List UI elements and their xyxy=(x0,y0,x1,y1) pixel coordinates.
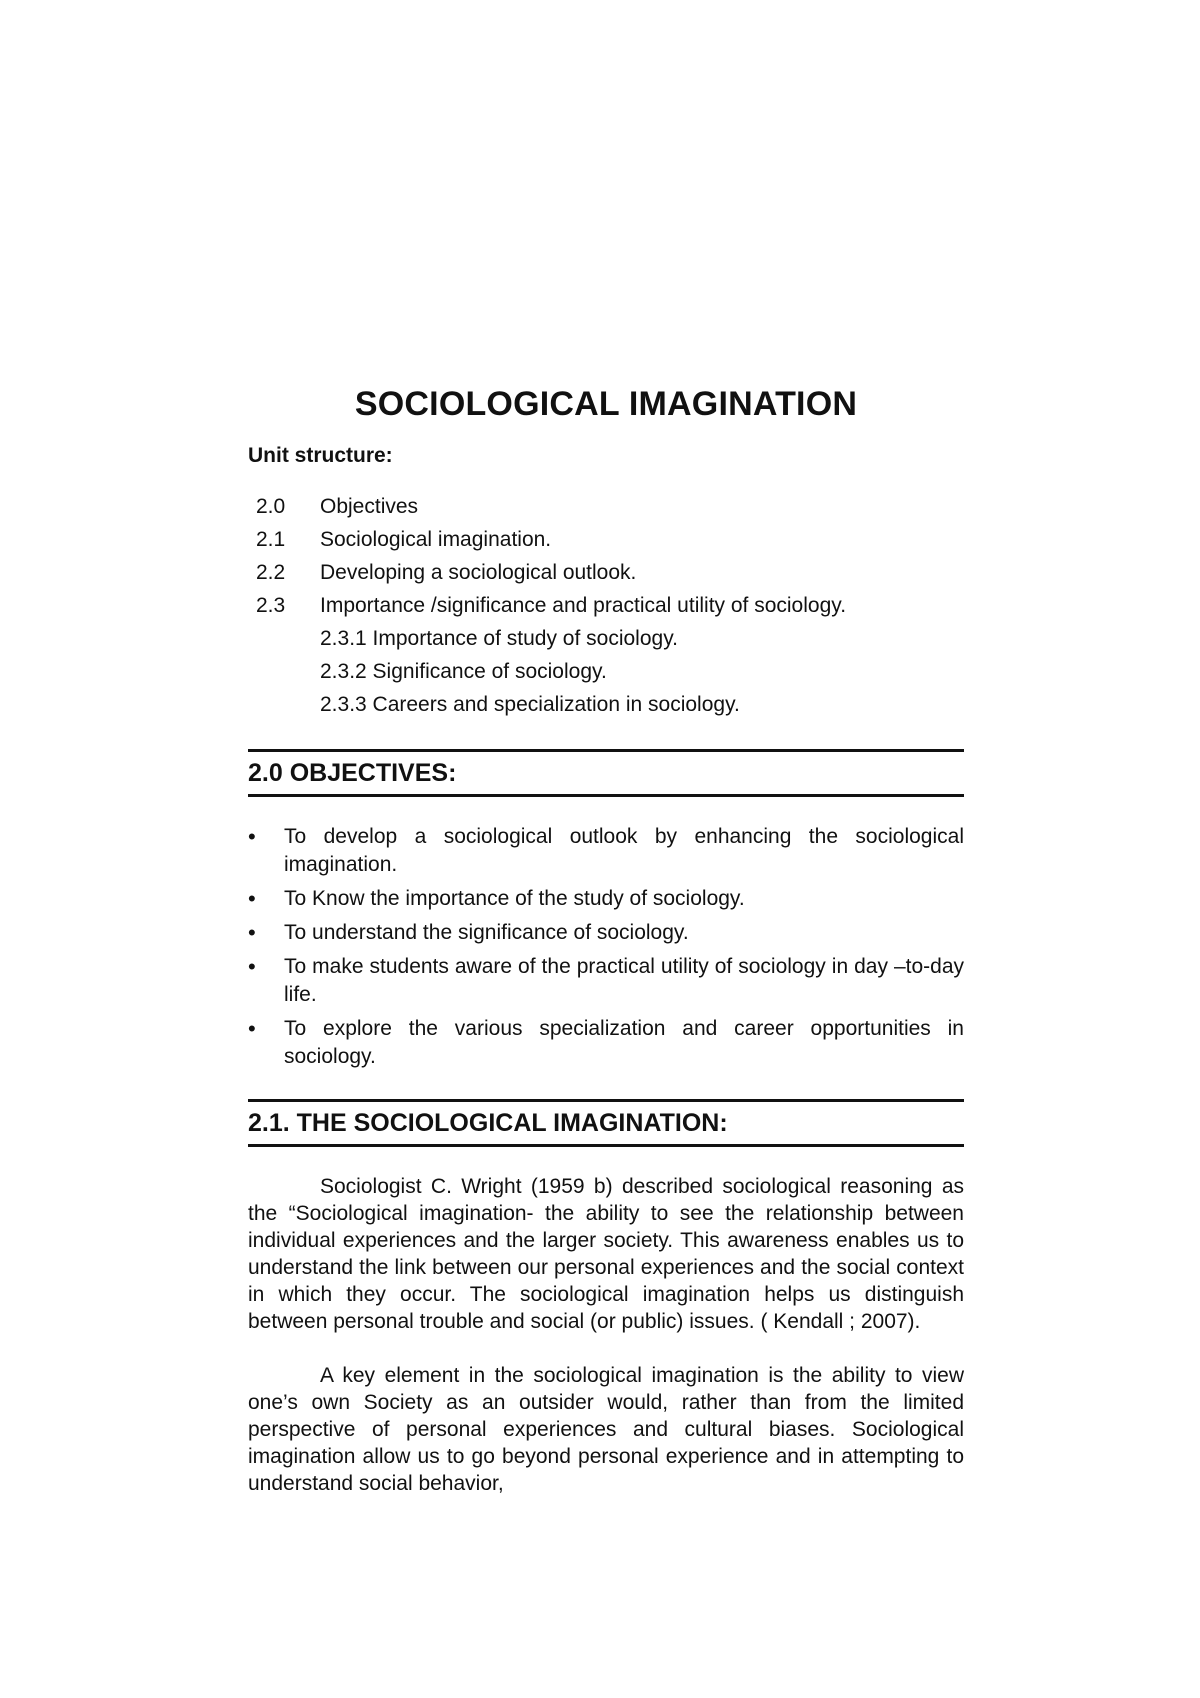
toc-item xyxy=(248,490,964,523)
toc-subitem-text: 2.3.3 Careers and specialization in sociology. xyxy=(320,692,740,716)
toc-item-number: 2.3 xyxy=(256,593,286,617)
objectives-list xyxy=(248,823,964,1071)
bullet-icon: • xyxy=(248,886,256,911)
list-item xyxy=(248,823,964,879)
toc-subitem-text: 2.3.2 Significance of sociology. xyxy=(320,659,607,683)
sociological-imagination-heading: 2.1. THE SOCIOLOGICAL IMAGINATION: xyxy=(248,1099,964,1147)
bullet-icon: • xyxy=(248,920,256,945)
list-item xyxy=(248,1015,964,1071)
toc-item-text: Sociological imagination. xyxy=(320,527,552,551)
list-item xyxy=(248,953,964,1009)
toc-item xyxy=(248,523,964,556)
toc-item xyxy=(248,589,964,622)
toc-item xyxy=(248,556,964,589)
bullet-icon: • xyxy=(248,824,256,849)
list-item xyxy=(248,885,964,913)
bullet-icon: • xyxy=(248,954,256,979)
toc-subitem xyxy=(248,655,964,688)
page-title: SOCIOLOGICAL IMAGINATION xyxy=(354,385,858,423)
list-item-text: To Know the importance of the study of sociology. xyxy=(284,887,745,910)
toc-subitem xyxy=(248,622,964,655)
table-of-contents xyxy=(248,490,964,721)
toc-subitem-text: 2.3.1 Importance of study of sociology. xyxy=(320,626,678,650)
toc-item-text: Objectives xyxy=(320,494,419,518)
toc-item-number: 2.2 xyxy=(256,560,286,584)
bullet-icon: • xyxy=(248,1016,256,1041)
body-paragraph: A key element in the sociological imagination is the ability to view one’s own Society as an outsider would, rather than from the limited perspective of personal experiences and cultural biases. Sociological imagination allow us to go beyond personal experience and in attempting to understand social behavior, xyxy=(248,1364,964,1495)
toc-item-number: 2.0 xyxy=(256,494,286,518)
toc-item-text: Developing a sociological outlook. xyxy=(320,560,637,584)
toc-subitem xyxy=(248,688,964,721)
toc-item-number: 2.1 xyxy=(256,527,286,551)
list-item-text: To make students aware of the practical utility of sociology in day –to-day life. xyxy=(284,955,964,1006)
document-page xyxy=(248,384,964,1518)
unit-structure-label: Unit structure: xyxy=(248,444,393,467)
list-item-text: To understand the significance of sociology. xyxy=(284,921,689,944)
list-item xyxy=(248,919,964,947)
toc-item-text: Importance /significance and practical utility of sociology. xyxy=(320,593,847,617)
list-item-text: To explore the various specialization and career opportunities in sociology. xyxy=(284,1017,964,1068)
objectives-heading: 2.0 OBJECTIVES: xyxy=(248,749,964,797)
list-item-text: To develop a sociological outlook by enhancing the sociological imagination. xyxy=(284,825,964,876)
body-paragraph: Sociologist C. Wright (1959 b) described sociological reasoning as the “Sociological imagination- the ability to see the relationship between individual experiences and the larger society. This awareness enables us to understand the link between our personal experiences and the social context in which they occur. The sociological imagination helps us distinguish between personal trouble and social (or public) issues. ( Kendall ; 2007). xyxy=(248,1175,964,1333)
